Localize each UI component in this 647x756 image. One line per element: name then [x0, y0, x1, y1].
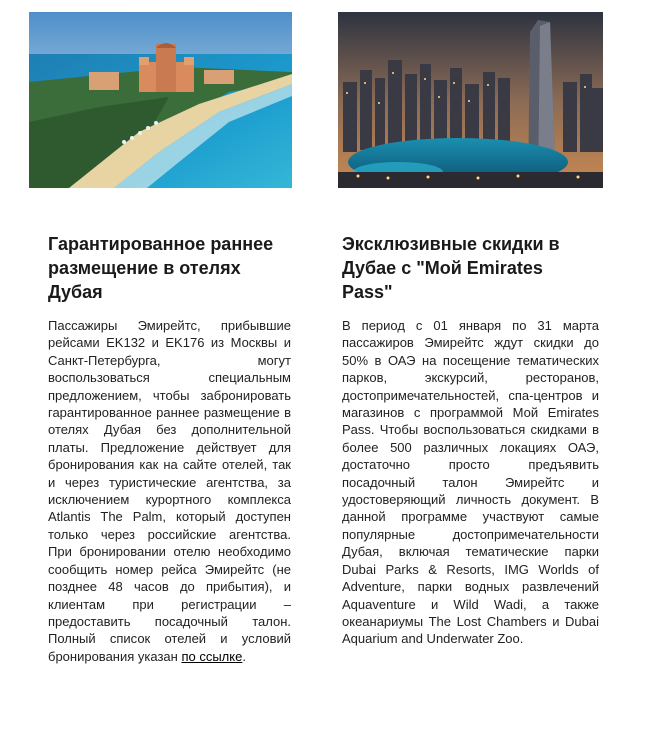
dubai-marina-photo[interactable]: [338, 12, 603, 188]
offer-description: В период с 01 января по 31 марта пассажиров Эмирейтс ждут скидки до 50% в ОАЭ на посещение тематических парков, экскурсий, ресторанов, достопримечательностей, спа-центров и магазинов с программой Мой Emirates Pass. Чтобы воспользоваться скидками в более 500 различных локациях ОАЭ, достаточно просто предъявить посадочный талон Эмирейтс и удостоверяющий личность документ. В данной программе участвуют самые популярные достопримечательности Дубая, включая тематические парки Dubai Parks & Resorts, IMG Worlds of Adventure, парки водных развлечений Aquaventure и Wild Wadi, а также океанариумы The Lost Chambers и Dubai Aquarium and Underwater Zoo.: [342, 318, 599, 647]
offer-title: Эксклюзивные скидки в Дубае с "Мой Emirates Pass": [342, 234, 560, 302]
offer-description-end: .: [242, 648, 246, 664]
offer-card-left: [29, 0, 293, 664]
offer-description-text: Пассажиры Эмирейтс, прибывшие рейсами EK132 и EK176 из Москвы и Санкт-Петербурга, могут воспользоваться специальным предложением, чтобы забронировать гарантированное раннее размещение в отелях Дубая без дополнительной платы. Предложение действует для бронирования как на сайте отелей, так и через туристические агентства, за исключением курортного комплекса Atlantis The Palm, который доступен только через российские агентства. При бронировании отелю необходимо сообщить номер рейса Эмирейтс (не позднее 48 часов до прибытия), и клиентам при регистрации – предоставить посадочный талон. Полный список отелей и условий бронирования указан: [48, 318, 291, 664]
offer-card-right: [338, 0, 603, 647]
offer-description: [48, 317, 291, 665]
offer-title: Гарантированное раннее размещение в отелях Дубая: [48, 234, 274, 302]
hotels-list-link[interactable]: по ссылке: [181, 648, 243, 664]
atlantis-photo[interactable]: [29, 12, 292, 188]
